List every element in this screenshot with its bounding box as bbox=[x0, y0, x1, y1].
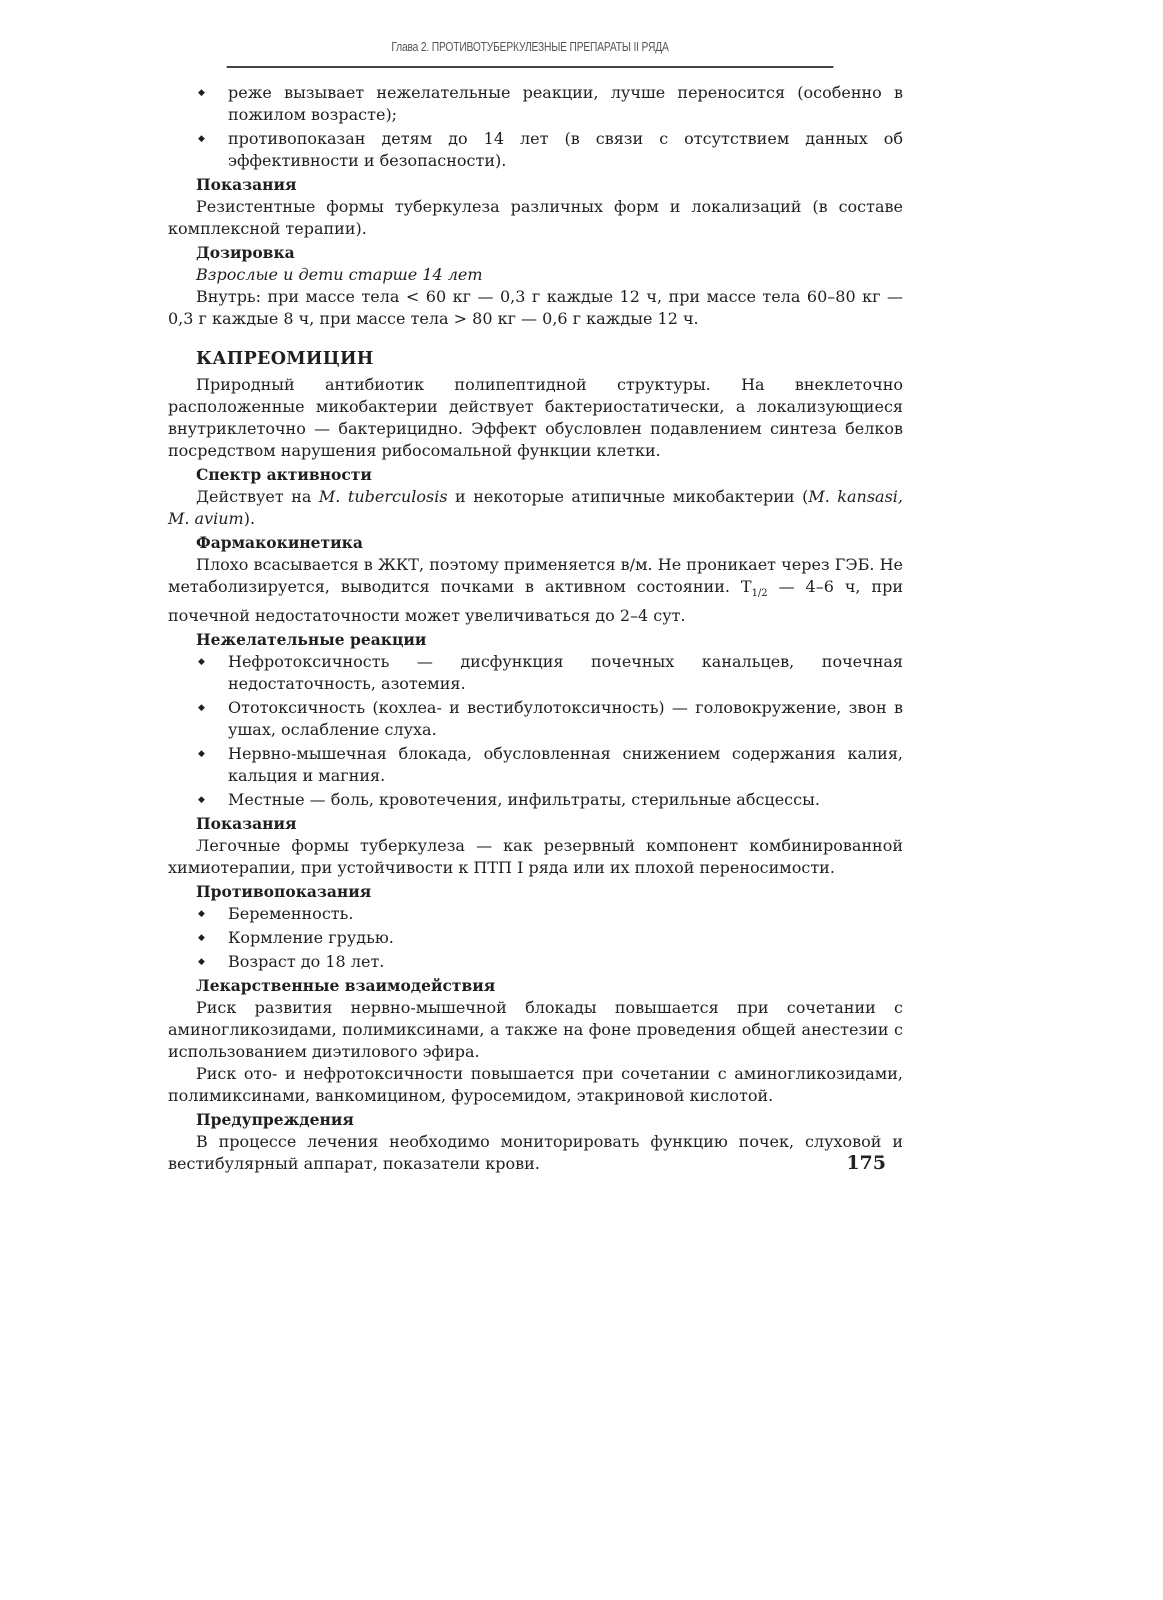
spectrum-heading: Спектр активности bbox=[196, 465, 372, 484]
warnings-text: В процессе лечения необходимо мониторировать функцию почек, слуховой и вестибулярный аппарат, показатели крови. bbox=[168, 1132, 903, 1174]
running-header bbox=[227, 40, 834, 68]
interactions-para-1: Риск развития нервно-мышечной блокады повышается при сочетании с аминогликозидами, полимиксинами, а также на фоне проведения общей анестезии с использованием диэтилового эфира. bbox=[168, 998, 903, 1062]
indications-text-2: Легочные формы туберкулеза — как резервный компонент комбинированной химиотерапии, при устойчивости к ПТП I ряда или их плохой переносимости. bbox=[168, 836, 903, 878]
pk-text-before: Плохо всасывается в ЖКТ, поэтому применяется в/м. Не проникает через ГЭБ. Не метаболизируется, выводится почками в активном состоянии. T bbox=[168, 555, 903, 596]
interactions-heading: Лекарственные взаимодействия bbox=[196, 976, 496, 996]
indications-heading: Показания bbox=[196, 175, 297, 194]
contraindications-list bbox=[168, 903, 903, 973]
contraindications-heading: Противопоказания bbox=[196, 882, 372, 902]
list-item: ◆ Беременность. bbox=[196, 903, 903, 925]
indications-text: Резистентные формы туберкулеза различных форм и локализаций (в составе комплексной терапии). bbox=[168, 197, 903, 238]
adverse-list bbox=[168, 651, 903, 811]
adverse-heading: Нежелательные реакции bbox=[196, 630, 427, 650]
list-item: ◆ Нефротоксичность — дисфункция почечных канальцев, почечная недостаточность, азотемия. bbox=[196, 651, 903, 695]
spectrum-text-after: ). bbox=[243, 509, 256, 528]
dosage-text: Внутрь: при массе тела < 60 кг — 0,3 г каждые 12 ч, при массе тела 60–80 кг — 0,3 г каждые 8 ч, при массе тела > 80 кг — 0,6 г каждые 12 ч. bbox=[168, 287, 903, 328]
warnings-heading: Предупреждения bbox=[196, 1110, 354, 1130]
drug-title: КАПРЕОМИЦИН bbox=[196, 349, 374, 369]
page-number: 175 bbox=[846, 1152, 886, 1174]
half-life-subscript: 1/2 bbox=[751, 588, 768, 600]
pharmacokinetics-heading: Фармакокинетика bbox=[196, 533, 363, 552]
list-item: ◆ противопоказан детям до 14 лет (в связи с отсутствием данных об эффективности и безопасности). bbox=[196, 128, 903, 172]
page-body bbox=[168, 82, 903, 1175]
spectrum-text-before: Действует на bbox=[196, 487, 319, 506]
spectrum-text-middle: и некоторые атипичные микобактерии ( bbox=[447, 487, 809, 506]
list-item: ◆ Нервно-мышечная блокада, обусловленная снижением содержания калия, кальция и магния. bbox=[196, 743, 903, 787]
drug-description: Природный антибиотик полипептидной структуры. На внеклеточно расположенные микобактерии действует бактериостатически, а локализующиеся внутриклеточно — бактерицидно. Эффект обусловлен подавлением синтеза белков посредством нарушения рибосомальной функции клетки. bbox=[168, 375, 903, 460]
pk-text-after: — 4–6 ч, при почечной недостаточности может увеличиваться до 2–4 сут. bbox=[168, 577, 903, 626]
list-item: ◆ Ототоксичность (кохлеа- и вестибулотоксичность) — головокружение, звон в ушах, ослабление слуха. bbox=[196, 697, 903, 741]
spectrum-organism: M. tuberculosis bbox=[318, 487, 448, 506]
indications-heading-2: Показания bbox=[196, 814, 297, 834]
list-item: ◆ Возраст до 18 лет. bbox=[196, 951, 903, 973]
list-item: ◆ реже вызывает нежелательные реакции, лучше переносится (особенно в пожилом возрасте); bbox=[196, 82, 903, 126]
list-item: ◆ Кормление грудью. bbox=[196, 927, 903, 949]
spectrum-atypical: M. kansasi, M. avium bbox=[168, 487, 903, 528]
spectrum-text bbox=[168, 486, 903, 530]
interactions-para-2: Риск ото- и нефротоксичности повышается при сочетании с аминогликозидами, полимиксинами, ванкомицином, фуросемидом, этакриновой кислотой. bbox=[168, 1064, 903, 1106]
list-item: ◆ Местные — боль, кровотечения, инфильтраты, стерильные абсцессы. bbox=[196, 789, 903, 811]
running-title: Глава 2. ПРОТИВОТУБЕРКУЛЕЗНЫЕ ПРЕПАРАТЫ II РЯДА bbox=[391, 40, 669, 54]
pharmacokinetics-text bbox=[168, 554, 903, 627]
dosage-subheading: Взрослые и дети старше 14 лет bbox=[196, 265, 483, 284]
dosage-heading: Дозировка bbox=[196, 243, 295, 262]
top-bullet-list bbox=[168, 82, 903, 172]
